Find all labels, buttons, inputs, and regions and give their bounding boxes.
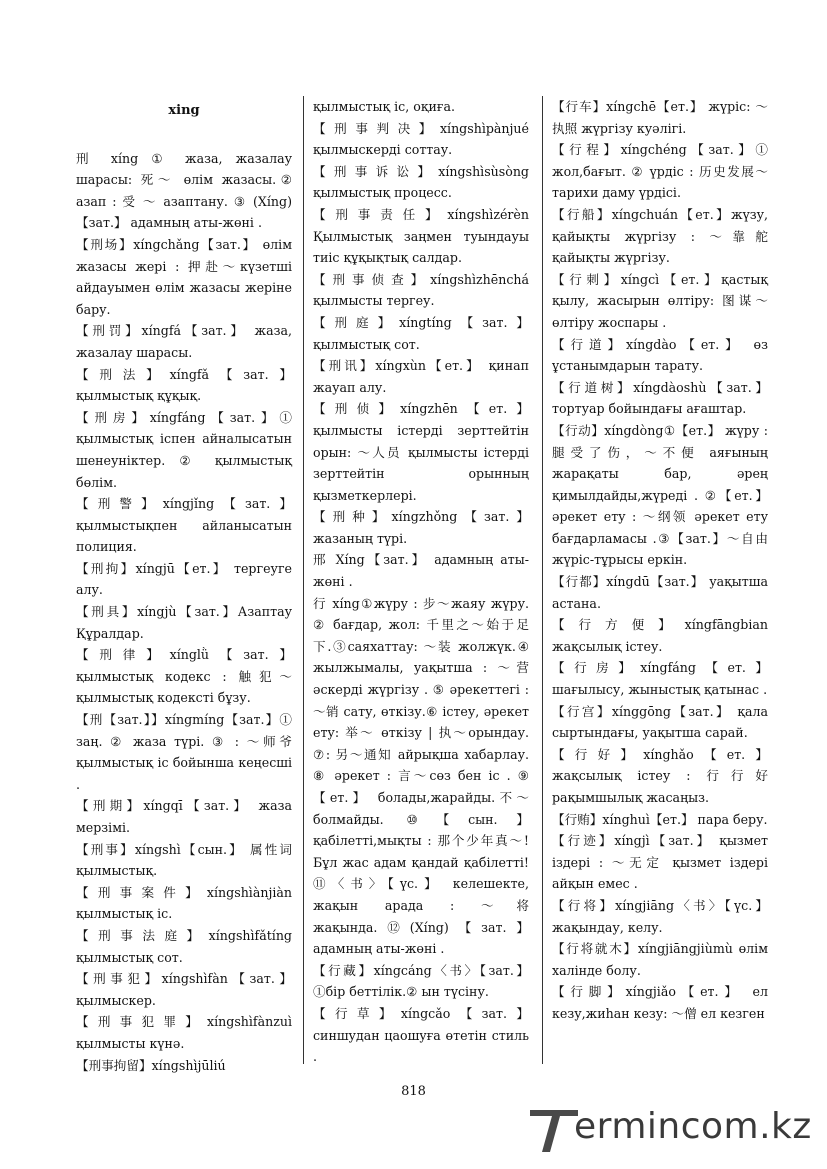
dictionary-entry: 【刑罚】xíngfá【зат.】 жаза, жазалау шарасы. [76,323,292,360]
dictionary-entry: 【刑事拘留】xíngshìjūliú [76,1057,226,1073]
dictionary-entry: 【刑【зат.】】xíngmíng【зат.】① заң. ② жаза түрі. ③ : ～师爷 қылмыстық іс бойынша кеңесші . [76,712,292,792]
dictionary-entry: 【刑期】xíngqī【зат.】 жаза мерзімі. [76,798,292,835]
dictionary-entry: қылмыстық іс, оқиға. [313,99,455,114]
dictionary-entry: 【刑场】xíngchǎng【зат.】 өлім жазасы жері : 押赴～күзетші айдауымен өлім жазасы жеріне бару. [76,236,292,317]
column-2 [313,96,529,1068]
dictionary-entry: 【行动】xíngdòng①【ет.】 жүру : 腿受了伤，～不便 аяғының жарақаты бар, әрең қимылдайды,жүреді . ②【ет.】 әрекет ету : ～纲领 әрекет ету бағдарламасы .③【зат.】～自由 жүріс-тұрысы еркін. [552,422,768,568]
dictionary-entry: 【刑事诉讼】xíngshìsùsòng қылмыстық процесс. [313,163,529,201]
dictionary-entry: 【行贿】xínghuì【ет.】 пара беру. [552,811,768,827]
dictionary-entry: 【刑律】xínglǜ【зат.】 қылмыстық кодекс : 触犯～ қылмыстық кодексті бұзу. [76,647,292,706]
dictionary-entry: 【刑种】xíngzhǒng【зат.】 жазаның түрі. [313,509,529,546]
dictionary-entry: 【行脚】xíngjiǎo【ет.】 ел кезу,жиһан кезу: ～僧 ел кезген [552,984,768,1021]
dictionary-entry: 【行宫】xínggōng【зат.】 қала сыртындағы, уақытша сарай. [552,703,768,741]
dictionary-entry: 邢 Xíng【зат.】 адамның аты-жөні . [313,552,529,590]
watermark-logo [528,1100,818,1158]
column-divider [542,96,543,1064]
dictionary-entry: 【行车】xíngchē【ет.】 жүріс: ～执照 жүргізу куәлігі. [552,99,768,136]
dictionary-entry: 【行船】xíngchuán【ет.】жүзу, қайықты жүргізу : ～靠舵 қайықты жүргізу. [552,206,768,266]
logo-text: ermincom.kz [574,1106,812,1147]
dictionary-entry: 【行都】xíngdū【зат.】 уақытша астана. [552,574,768,611]
dictionary-entry: 【行程】xíngchéng【зат.】① жол,бағыт. ② үрдіс : 历史发展～тарихи даму үрдісі. [552,142,768,201]
dictionary-entry: 【行草】xíngcǎo【зат.】 синшудан цаошуға өтетін стиль . [313,1005,529,1065]
dictionary-entry: 【刑事判决】xíngshìpànjué қылмыскерді соттау. [313,120,529,158]
dictionary-entry: 【刑侦】xíngzhēn【ет.】 қылмысты істерді зерттейтін орын: ～人员 қылмысты істерді зерттейтін орынның қызметкерлері. [313,401,529,503]
dictionary-entry: 【行将就木】xíngjiāngjiùmù өлім халінде болу. [552,941,768,978]
dictionary-entry: 【行道】xíngdào【ет.】 өз ұстанымдарын тарату. [552,336,768,374]
dictionary-entry: 【刑事法庭】xíngshìfǎtíng қылмыстық сот. [76,927,292,965]
dictionary-entry: 刑 xíng ① жаза, жазалау шарасы: 死～ өлім жазасы.② азап : 受 ～ азаптану. ③ (Xíng)【зат.】 адамның аты-жөні . [76,150,292,231]
dictionary-entry: 【行刺】xíngcì【ет.】қастық қылу, жасырын өлтіру: 图谋～ өлтіру жоспары . [552,271,768,330]
dictionary-entry: 【刑事责任】xíngshìzérèn Қылмыстық заңмен туындауы тиіс құқықтық салдар. [313,206,529,266]
dictionary-entry: 【刑事案件】xíngshìànjiàn қылмыстық іс. [76,884,292,922]
dictionary-entry: 【刑事犯】xíngshìfàn【зат.】 қылмыскер. [76,971,292,1008]
page-header: xing [168,103,200,118]
dictionary-entry: 【行将】xíngjiāng〈书〉【үс.】 жақындау, келу. [552,897,768,935]
dictionary-entry: 【行迹】xíngjì【зат.】 қызмет іздері : ～无定 қызмет іздері айқын емес . [552,833,768,892]
dictionary-entry: 【行道树】xíngdàoshù【зат.】 тортуар бойындағы ағаштар. [552,379,768,417]
dictionary-entry: 【刑庭】xíngtíng【зат.】 қылмыстық сот. [313,314,529,352]
column-1 [76,96,292,1076]
logo-t-icon [528,1104,580,1154]
dictionary-entry: 【刑事】xíngshì【сын.】 属性词 қылмыстық. [76,841,292,879]
dictionary-entry: 【刑拘】xíngjū【ет.】 тергеуге алу. [76,560,292,598]
column-3 [552,96,768,1025]
dictionary-entry: 【刑事侦查】xíngshìzhēnchá қылмысты тергеу. [313,271,529,309]
dictionary-entry: 【行藏】xíngcáng〈书〉【зат.】①бір беттілік.② ын түсіну. [313,962,529,1000]
dictionary-entry: 【刑事犯罪】xíngshìfànzuì қылмысты күнә. [76,1014,292,1051]
column-divider [303,96,304,1064]
dictionary-entry: 【行房】xíngfáng【ет.】 шағылысу, жыныстық қатынас . [552,660,768,698]
dictionary-entry: 【刑法】xíngfǎ【зат.】 қылмыстық құқық. [76,366,292,404]
page-number: 818 [401,1084,426,1099]
dictionary-entry: 【刑警】xíngjǐng【зат.】 қылмыстықпен айланысатын полиция. [76,496,292,555]
dictionary-entry: 【刑房】xíngfáng【зат.】① қылмыстық іспен айналысатын шенеуніктер. ② қылмыстық бөлім. [76,409,292,490]
dictionary-entry: 【行好】xínghǎo【ет.】 жақсылық істеу : 行行好 рақымшылық жасаңыз. [552,746,768,805]
dictionary-entry: 行 xíng①жүру : 步～жаяу жүру. ② бағдар, жол: 千里之～始于足下.③саяхаттау: ～装 жолжүк.④ жылжымалы, уақытша : ～营 әскерді жүргізу . ⑤ әрекеттегі : ～销 сату, өткізу.⑥ істеу, әрекет ету: 举～ өткізу | 执～орындау. ⑦: 另～通知 айрықша хабарлау. ⑧ әрекет : 言～сөз бен іс . ⑨【ет.】 болады,жарайды.不～болмайды. ⑩【сын.】 қабілетті,мықты : 那个少年真～!Бұл жас адам қандай қабілетті!⑪〈书〉【үс.】 келешекте, жақын арада : ～将 жақында.⑫(Xíng)【зат.】 адамның аты-жөні . [313,595,529,957]
dictionary-entry: 【行方便】xíngfāngbian жақсылық істеу. [552,617,768,654]
dictionary-entry: 【刑讯】xíngxùn【ет.】 қинап жауап алу. [313,358,529,395]
dictionary-entry: 【刑具】xíngjù【зат.】Азаптау Құралдар. [76,604,292,641]
